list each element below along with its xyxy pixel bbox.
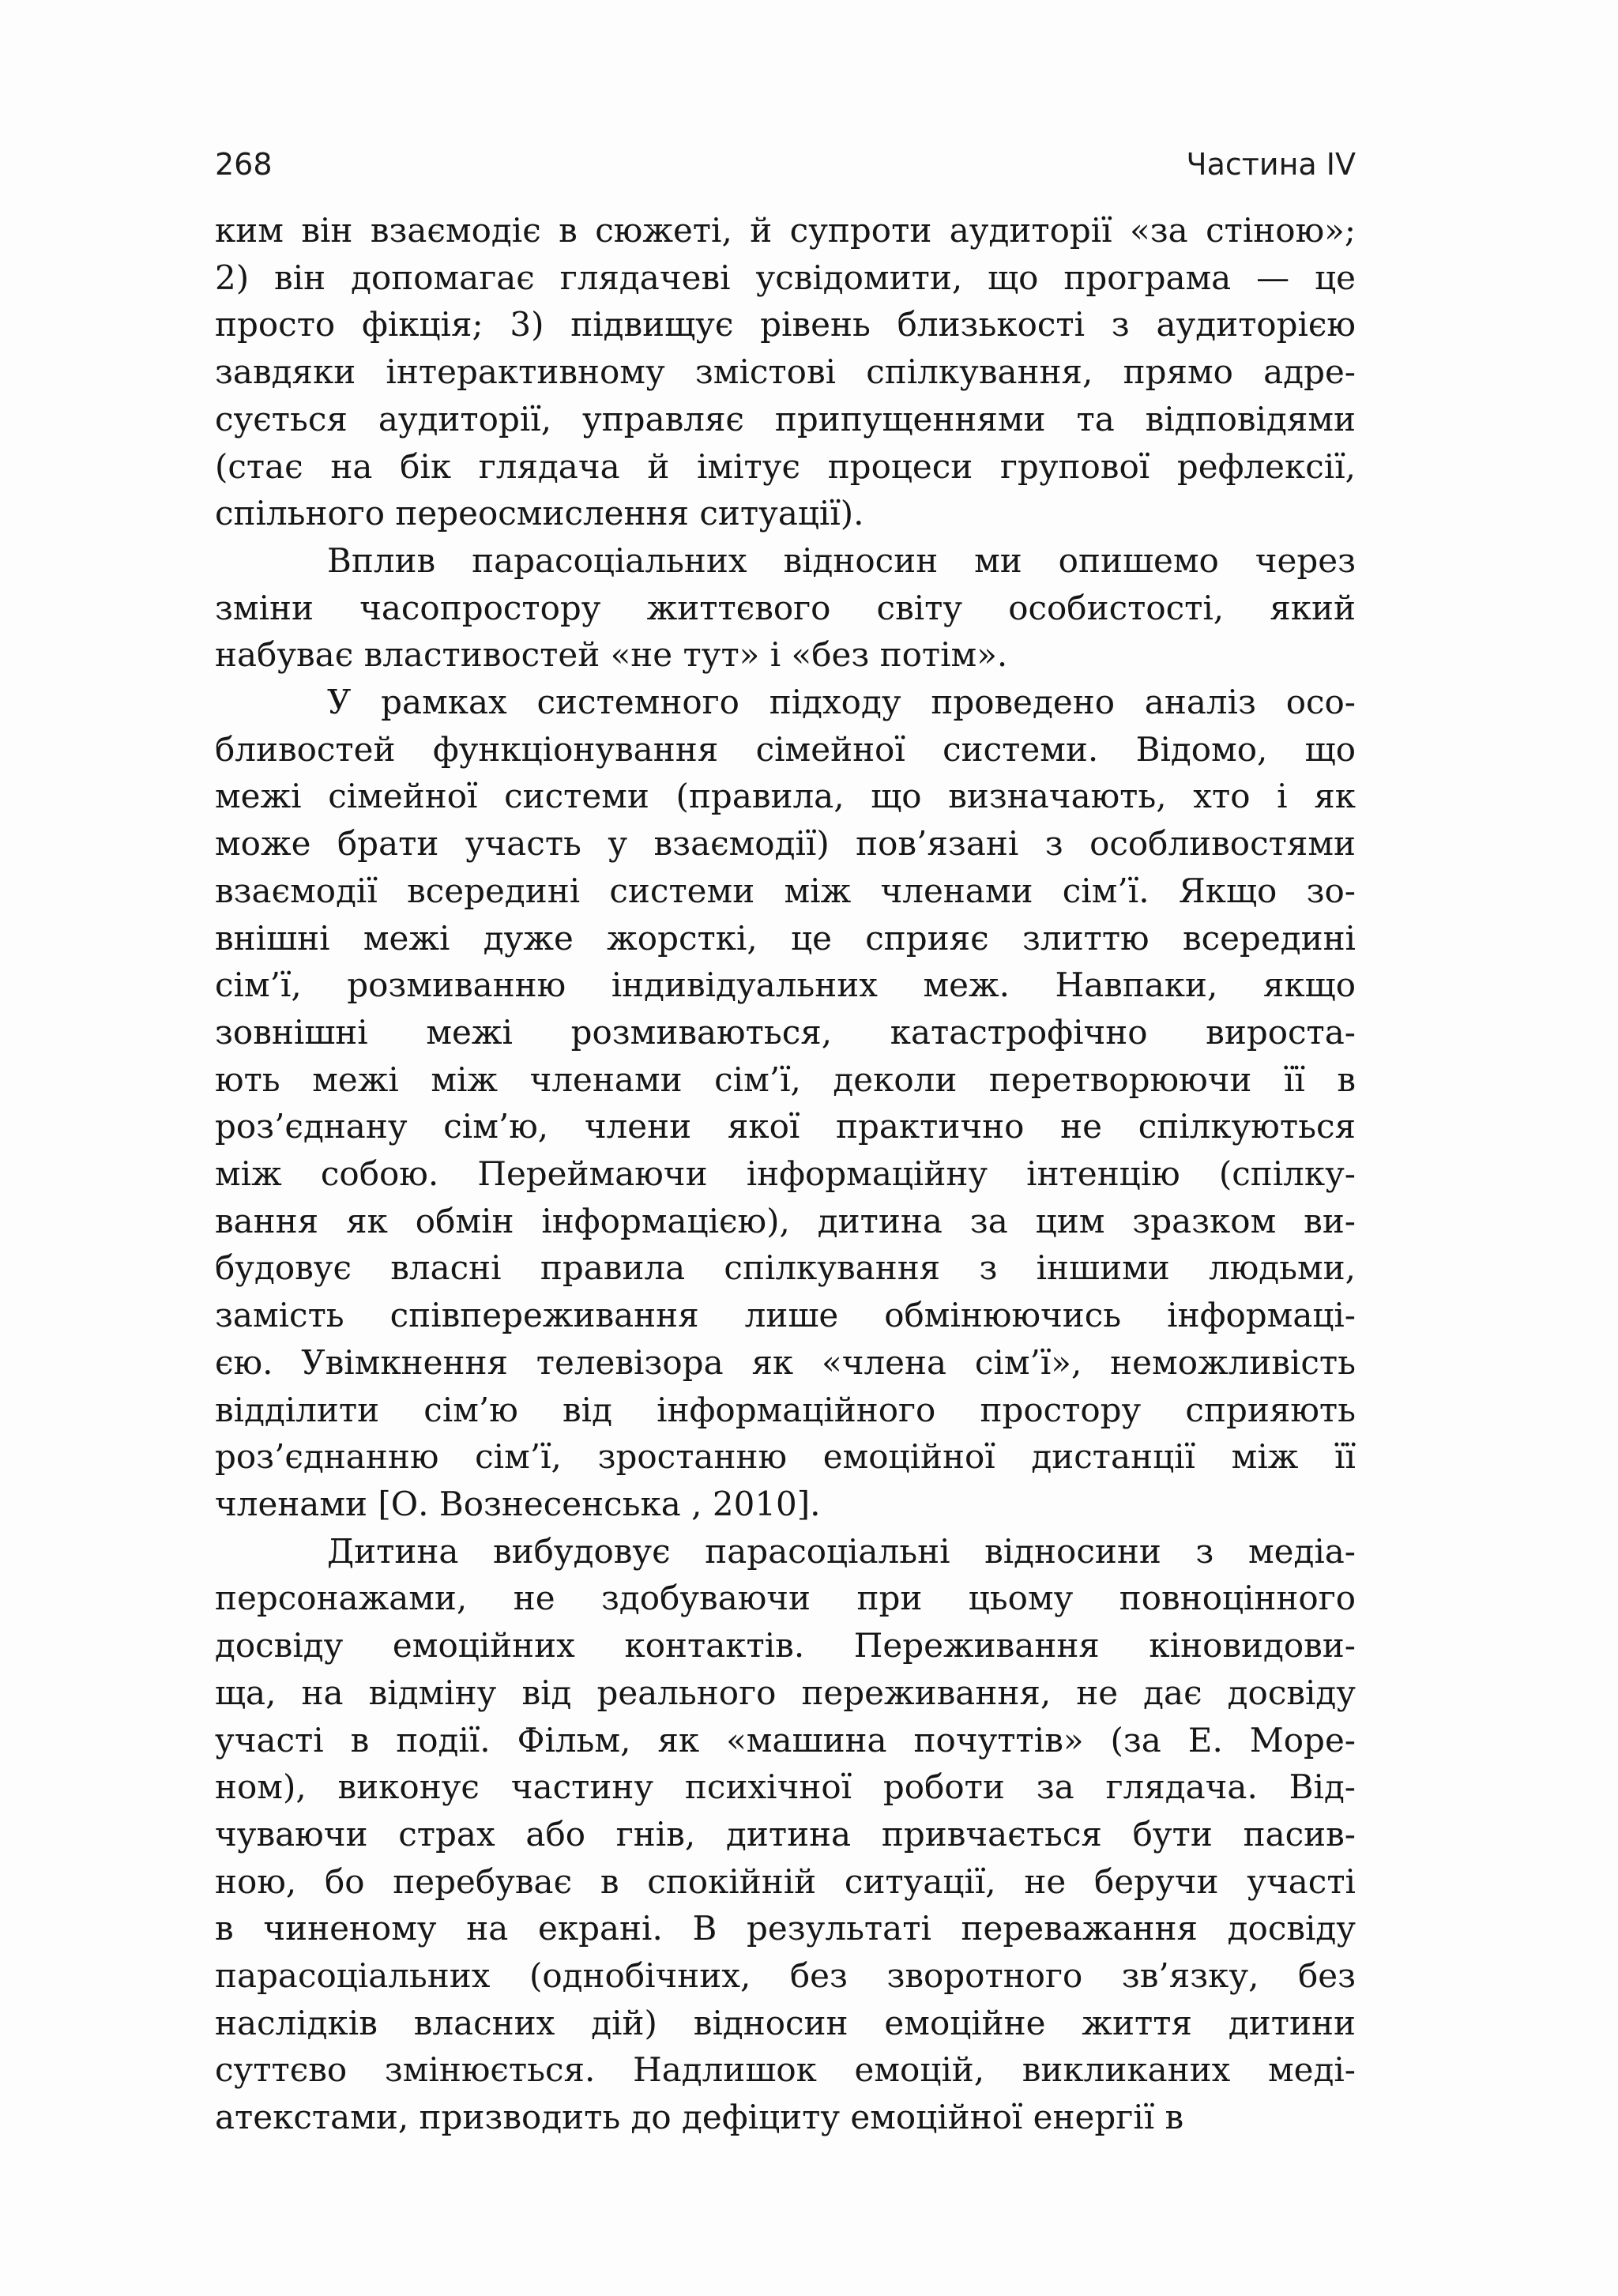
text-line: просто фікція; 3) підвищує рівень близькості з аудиторією — [215, 305, 1356, 344]
text-line: ють межі між членами сім’ї, деколи перетворюючи її в — [215, 1060, 1356, 1099]
text-line: ном), виконує частину психічної роботи за глядача. Від- — [215, 1767, 1356, 1807]
text-line: набуває властивостей «не тут» і «без потім». — [215, 635, 1008, 675]
text-line: спільного переосмислення ситуації). — [215, 494, 864, 533]
text-line: бливостей функціонування сімейної системи. Відомо, що — [215, 729, 1356, 769]
text-line: роз’єднанню сім’ї, зростанню емоційної дистанції між її — [215, 1437, 1356, 1477]
text-line: наслідків власних дій) відносин емоційне життя дитини — [215, 2003, 1356, 2042]
text-line: участі в події. Фільм, як «машина почуттів» (за Е. Море- — [215, 1720, 1356, 1760]
text-line: суттєво змінюється. Надлишок емоцій, викликаних меді- — [215, 2050, 1356, 2090]
page-number: 268 — [215, 147, 273, 182]
text-line: межі сімейної системи (правила, що визначають, хто і як — [215, 777, 1356, 816]
text-line: замість співпереживання лише обмінюючись інформаці- — [215, 1296, 1356, 1335]
text-line: єю. Увімкнення телевізора як «члена сім’ї», неможливість — [215, 1342, 1356, 1382]
text-line: завдяки інтерактивному змістові спілкування, прямо адре- — [215, 352, 1356, 392]
text-line: парасоціальних (однобічних, без зворотного зв’язку, без — [215, 1956, 1356, 1996]
paragraph — [215, 207, 1356, 537]
paragraph — [215, 679, 1356, 1528]
text-line: Вплив парасоціальних відносин ми опишемо через — [327, 540, 1356, 580]
text-line: (стає на бік глядача й імітує процеси групової рефлексії, — [215, 446, 1356, 486]
text-line: персонажами, не здобуваючи при цьому повноцінного — [215, 1579, 1356, 1618]
text-line: зміни часопростору життєвого світу особистості, який — [215, 588, 1356, 627]
text-line: внішні межі дуже жорсткі, це сприяє злиттю всередині — [215, 918, 1356, 958]
text-line: членами [О. Вознесенська , 2010]. — [215, 1484, 821, 1523]
text-line: чуваючи страх або гнів, дитина привчається бути пасив- — [215, 1814, 1356, 1854]
text-line: атекстами, призводить до дефіциту емоційної енергії в — [215, 2098, 1184, 2137]
text-line: будовує власні правила спілкування з іншими людьми, — [215, 1248, 1356, 1288]
text-line: відділити сім’ю від інформаційного простору сприяють — [215, 1390, 1356, 1429]
text-line: роз’єднану сім’ю, члени якої практично не спілкуються — [215, 1107, 1356, 1146]
text-line: сім’ї, розмиванню індивідуальних меж. Навпаки, якщо — [215, 965, 1356, 1005]
text-line: У рамках системного підходу проведено аналіз осо- — [327, 683, 1356, 722]
paragraph — [215, 1528, 1356, 2141]
text-line: ким він взаємодіє в сюжеті, й супроти аудиторії «за стіною»; — [215, 211, 1356, 250]
text-line: між собою. Переймаючи інформаційну інтенцію (спілку- — [215, 1154, 1356, 1194]
section-title: Частина IV — [1186, 147, 1356, 182]
text-line: взаємодії всередині системи між членами сім’ї. Якщо зо- — [215, 871, 1356, 910]
text-line: сується аудиторії, управляє припущеннями та відповідями — [215, 399, 1356, 438]
text-line: в чиненому на екрані. В результаті переважання досвіду — [215, 1909, 1356, 1948]
running-header — [215, 147, 1356, 194]
text-line: ною, бо перебуває в спокійній ситуації, не беручи участі — [215, 1861, 1356, 1901]
text-line: 2) він допомагає глядачеві усвідомити, що програма — це — [215, 258, 1356, 297]
body-text — [215, 207, 1356, 2141]
text-line: вання як обмін інформацією), дитина за цим зразком ви- — [215, 1201, 1356, 1240]
text-line: може брати участь у взаємодії) пов’язані з особливостями — [215, 824, 1356, 864]
text-line: досвіду емоційних контактів. Переживання кіновидови- — [215, 1626, 1356, 1666]
text-line: зовнішні межі розмиваються, катастрофічно вироста- — [215, 1012, 1356, 1052]
text-line: ща, на відміну від реального переживання, не дає досвіду — [215, 1673, 1356, 1712]
text-line: Дитина вибудовує парасоціальні відносини з медіа- — [327, 1531, 1356, 1571]
paragraph — [215, 537, 1356, 679]
